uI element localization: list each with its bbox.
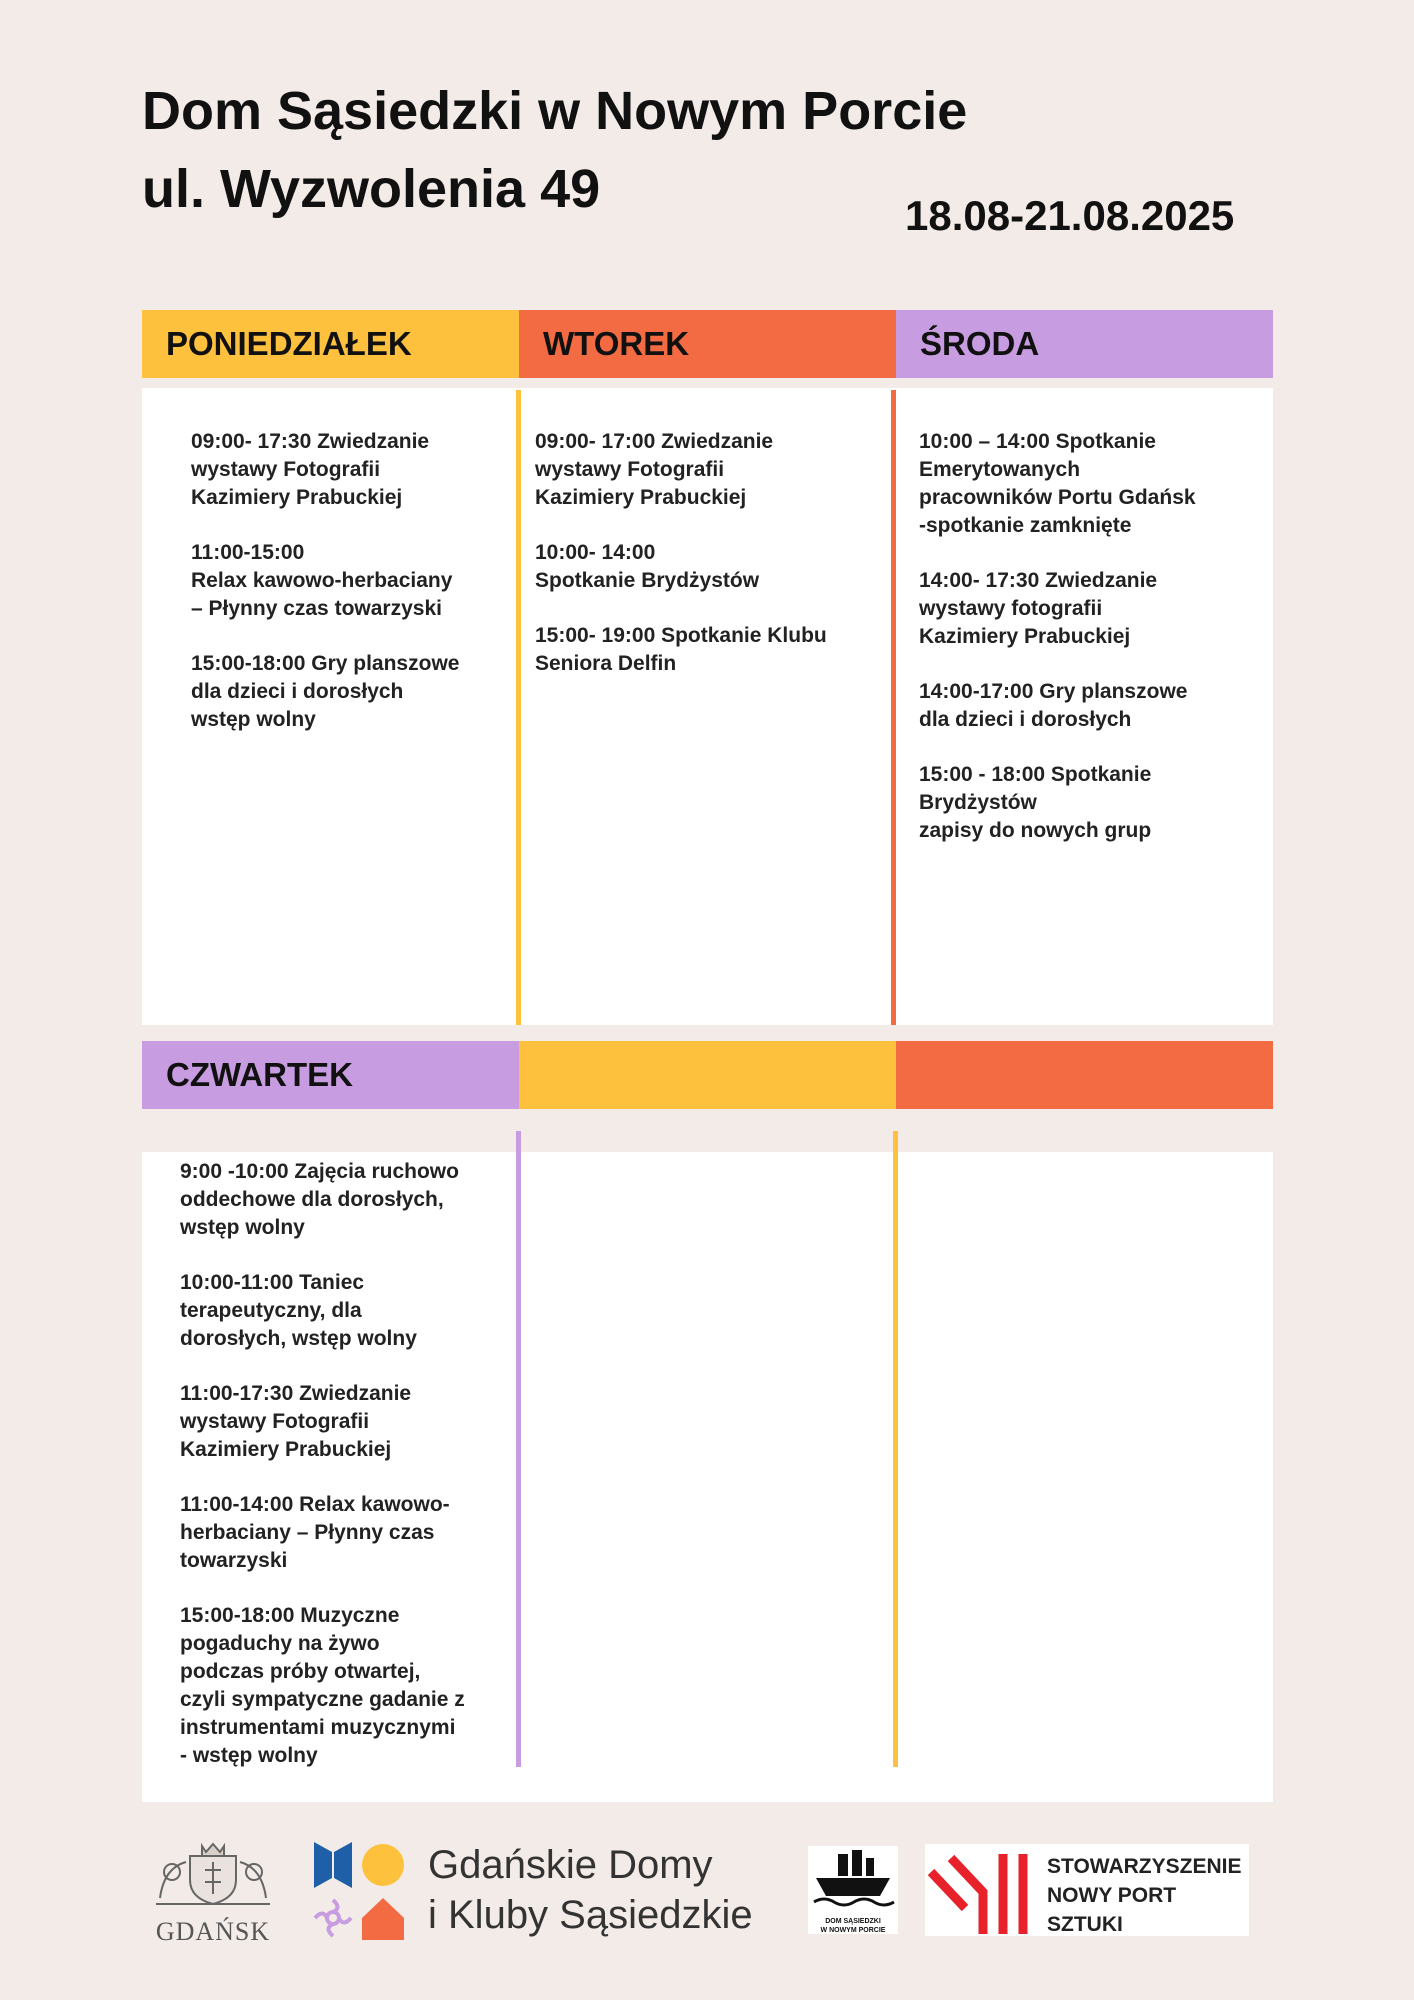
stowarzyszenie-text: STOWARZYSZENIE NOWY PORT SZTUKI bbox=[1047, 1855, 1242, 1936]
nps-mark-icon bbox=[925, 1844, 1045, 1936]
events-tuesday bbox=[535, 428, 827, 705]
badge-line-2: W NOWYM PORCIE bbox=[820, 1927, 886, 1934]
day-header-wednesday: ŚRODA bbox=[896, 310, 1273, 378]
events-monday bbox=[191, 428, 459, 761]
badge-line-1: DOM SĄSIEDZKI bbox=[825, 1918, 881, 1925]
event-item: 09:00- 17:30 Zwiedzanie wystawy Fotografii Kazimiery Prabuckiej bbox=[191, 430, 430, 509]
column-divider bbox=[891, 390, 896, 1025]
dom-sasiedzki-badge bbox=[808, 1846, 898, 1934]
event-item: 14:00-17:00 Gry planszowe dla dzieci i dorosłych bbox=[919, 680, 1188, 731]
gdks-line-1: Gdańskie Domy bbox=[428, 1843, 713, 1887]
event-item: 9:00 -10:00 Zajęcia ruchowo oddechowe dla dorosłych, wstęp wolny bbox=[180, 1160, 459, 1239]
day-header-tuesday: WTOREK bbox=[519, 310, 896, 378]
day-header-monday: PONIEDZIAŁEK bbox=[142, 310, 519, 378]
events-wednesday bbox=[919, 428, 1196, 872]
title-line-1: Dom Sąsiedzki w Nowym Porcie bbox=[142, 81, 968, 141]
gdansk-coat-of-arms-icon bbox=[150, 1838, 276, 1908]
ship-icon bbox=[808, 1846, 898, 1912]
event-item: 10:00- 14:00 Spotkanie Brydżystów bbox=[535, 541, 760, 592]
gdks-line-2: i Kluby Sąsiedzkie bbox=[428, 1893, 753, 1937]
day-header-empty bbox=[896, 1041, 1273, 1109]
event-item: 11:00-14:00 Relax kawowo- herbaciany – Płynny czas towarzyski bbox=[180, 1493, 450, 1572]
day-header-thursday: CZWARTEK bbox=[142, 1041, 519, 1109]
column-divider bbox=[516, 1131, 521, 1767]
event-item: 10:00 – 14:00 Spotkanie Emerytowanych pracowników Portu Gdańsk -spotkanie zamknięte bbox=[919, 430, 1196, 537]
date-range: 18.08-21.08.2025 bbox=[905, 192, 1235, 239]
event-item: 15:00- 19:00 Spotkanie Klubu Seniora Delfin bbox=[535, 624, 827, 675]
gdansk-label: GDAŃSK bbox=[155, 1917, 271, 1946]
title-line-2: ul. Wyzwolenia 49 bbox=[142, 159, 601, 219]
event-item: 15:00-18:00 Gry planszowe dla dzieci i dorosłych wstęp wolny bbox=[191, 652, 460, 731]
gdks-logo-text bbox=[428, 1840, 788, 1940]
event-item: 10:00-11:00 Taniec terapeutyczny, dla dorosłych, wstęp wolny bbox=[180, 1271, 417, 1350]
event-item: 11:00-15:00 Relax kawowo-herbaciany – Płynny czas towarzyski bbox=[191, 541, 453, 620]
day-header-empty bbox=[519, 1041, 896, 1109]
event-item: 09:00- 17:00 Zwiedzanie wystawy Fotografii Kazimiery Prabuckiej bbox=[535, 430, 774, 509]
events-thursday bbox=[180, 1158, 465, 1797]
event-item: 15:00 - 18:00 Spotkanie Brydżystów zapisy do nowych grup bbox=[919, 763, 1152, 842]
gdks-mark-icon bbox=[312, 1842, 412, 1942]
event-item: 14:00- 17:30 Zwiedzanie wystawy fotografii Kazimiery Prabuckiej bbox=[919, 569, 1158, 648]
gdansk-logo bbox=[150, 1838, 276, 1946]
stowarzyszenie-logo bbox=[925, 1844, 1249, 1936]
event-item: 11:00-17:30 Zwiedzanie wystawy Fotografii Kazimiery Prabuckiej bbox=[180, 1382, 412, 1461]
event-item: 15:00-18:00 Muzyczne pogaduchy na żywo podczas próby otwartej, czyli sympatyczne gadanie z instrumentami muzycznymi - wstęp wolny bbox=[180, 1604, 465, 1767]
column-divider bbox=[516, 390, 521, 1025]
column-divider bbox=[893, 1131, 898, 1767]
